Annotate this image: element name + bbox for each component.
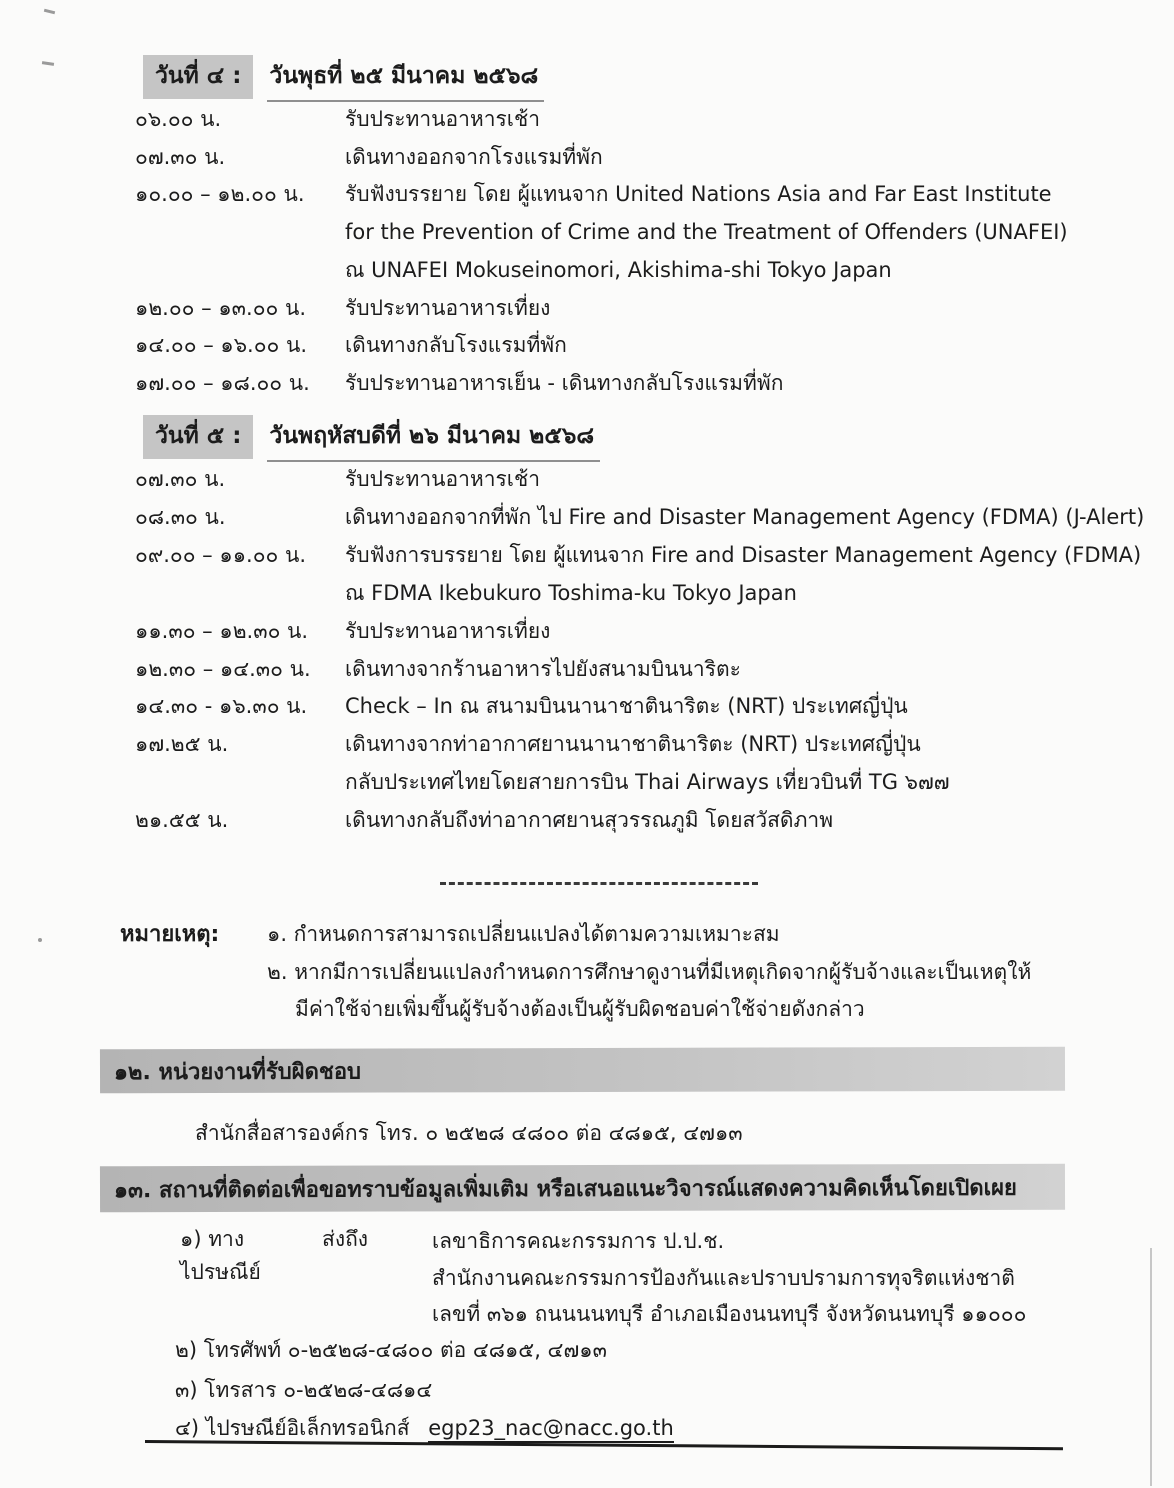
schedule-activity-line: รับประทานอาหารเช้า [345,107,541,131]
schedule-activity [345,290,1120,328]
contact-postal-address [432,1223,1080,1333]
schedule-activity [345,139,1120,177]
schedule-time: ๑๒.๐๐ – ๑๓.๐๐ น. [135,295,307,320]
contact-fax-item: ๓) โทรสาร ๐-๒๕๒๘-๔๘๑๔ [175,1378,433,1402]
schedule-row [135,499,1145,537]
schedule-activity-line: รับฟังบรรยาย โดย ผู้แทนจาก United Nations Asia and Far East Institute [345,182,1052,207]
section-13-title-bold: ความคิดเห็นโดยเปิดเผย [788,1175,1017,1201]
scan-mark [38,938,42,942]
section-13-header [100,1164,1065,1213]
section-12-body: สำนักสื่อสารองค์กร โทร. ๐ ๒๕๒๘ ๔๘๐๐ ต่อ ๔๘๑๕, ๔๗๑๓ [195,1121,743,1145]
day-5-label: วันที่ ๕ : [143,415,253,459]
schedule-activity [345,802,1145,840]
contact-postal-item [180,1223,1080,1333]
schedule-row [135,327,1120,365]
schedule-time: ๑๑.๓๐ – ๑๒.๓๐ น. [135,618,309,643]
schedule-activity-line: เดินทางออกจากโรงแรมที่พัก [345,144,603,169]
schedule-row [135,726,1145,802]
schedule-time: ๑๗.๐๐ – ๑๘.๐๐ น. [135,370,310,395]
schedule-activity [345,461,1145,499]
schedule-activity-line: รับประทานอาหารเช้า [345,467,541,491]
schedule-activity-line: รับประทานอาหารเย็น - เดินทางกลับโรงแรมที่พัก [345,370,784,395]
contact-postal-label: ๑) ทางไปรษณีย์ [180,1227,261,1284]
section-12-title: ๑๒. หน่วยงานที่รับผิด [113,1059,319,1085]
notes-items [267,916,1067,1029]
day-4-label: วันที่ ๔ : [143,55,253,99]
schedule-row [135,290,1120,328]
schedule-row [135,101,1120,139]
section-divider [440,882,758,885]
schedule-activity-line: Check – In ณ สนามบินนานาชาตินาริตะ (NRT) ประเทศญี่ปุ่น [345,694,908,719]
schedule-activity-line: กลับประเทศไทยโดยสายการบิน Thai Airways เที่ยวบินที่ TG ๖๗๗ [345,770,950,795]
schedule-time: ๐๖.๐๐ น. [135,107,222,131]
scan-mark [44,9,55,15]
day-5-schedule [135,461,1145,840]
schedule-activity-line: รับประทานอาหารเที่ยง [345,618,551,643]
schedule-activity [345,176,1120,289]
schedule-row [135,802,1145,840]
schedule-activity-line: เดินทางกลับโรงแรมที่พัก [345,333,567,358]
contact-address-line: สำนักงานคณะกรรมการป้องกันและปราบปรามการทุจริตแห่งชาติ [432,1265,1015,1290]
scan-edge-line [1150,1248,1152,1486]
note-item-continuation: มีค่าใช้จ่ายเพิ่มขึ้นผู้รับจ้างต้องเป็นผู้รับผิดชอบค่าใช้จ่ายดังกล่าว [295,997,865,1021]
day-4-date: วันพุธที่ ๒๕ มีนาคม ๒๕๖๘ [267,55,544,102]
schedule-time: ๑๗.๒๕ น. [135,732,229,757]
schedule-activity [345,365,1120,403]
schedule-time: ๑๐.๐๐ – ๑๒.๐๐ น. [135,182,305,207]
schedule-activity-line: เดินทางจากร้านอาหารไปยังสนามบินนาริตะ [345,656,741,681]
schedule-time: ๐๗.๓๐ น. [135,467,226,491]
schedule-time: ๑๔.๐๐ – ๑๖.๐๐ น. [135,333,308,358]
section-13-title: ๑๓. สถานที่ติดต่อเพื่อขอทราบข้อมูลเพิ่มเติม หรือเสนอแนะวิจารณ์แสดง [113,1175,789,1203]
schedule-activity-line: รับฟังการบรรยาย โดย ผู้แทนจาก Fire and Disaster Management Agency (FDMA) [345,542,1142,567]
schedule-time: ๑๒.๓๐ – ๑๔.๓๐ น. [135,656,311,681]
note-item: ๑. กำหนดการสามารถเปลี่ยนแปลงได้ตามความเหมาะสม [267,922,780,946]
section-12-header [100,1047,1065,1094]
schedule-activity [345,688,1145,726]
schedule-time: ๐๗.๓๐ น. [135,144,226,169]
schedule-row [135,461,1145,499]
day-4-header [143,55,544,102]
schedule-activity [345,726,1145,802]
schedule-activity [345,613,1145,651]
section-12-title-bold: ชอบ [318,1059,362,1085]
schedule-time: ๐๙.๐๐ – ๑๑.๐๐ น. [135,542,307,567]
day-5-header [143,415,600,462]
schedule-row [135,537,1145,613]
note-item: ๒. หากมีการเปลี่ยนแปลงกำหนดการศึกษาดูงานที่มีเหตุเกิดจากผู้รับจ้างและเป็นเหตุให้ [267,959,1032,984]
schedule-activity-line: ณ FDMA Ikebukuro Toshima-ku Tokyo Japan [345,580,797,605]
schedule-activity-line: เดินทางกลับถึงท่าอากาศยานสุวรรณภูมิ โดยสวัสดิภาพ [345,808,834,833]
schedule-activity-line: ณ UNAFEI Mokuseinomori, Akishima-shi Tokyo Japan [345,257,892,282]
schedule-time: ๒๑.๕๕ น. [135,808,229,833]
scan-mark [42,61,54,66]
contact-phone-item: ๒) โทรศัพท์ ๐-๒๕๒๘-๔๘๐๐ ต่อ ๔๘๑๕, ๔๗๑๓ [175,1338,607,1362]
schedule-row [135,176,1120,289]
schedule-activity [345,651,1145,689]
contact-email-label: ๔) ไปรษณีย์อิเล็กทรอนิกส์ [175,1416,410,1440]
schedule-time: ๐๘.๓๐ น. [135,504,226,529]
schedule-activity [345,537,1145,613]
schedule-activity [345,499,1145,537]
schedule-row [135,613,1145,651]
contact-address-line: เลขที่ ๓๖๑ ถนนนนทบุรี อำเภอเมืองนนทบุรี จังหวัดนนทบุรี ๑๑๐๐๐ [432,1302,1027,1326]
schedule-row [135,139,1120,177]
notes-label: หมายเหตุ: [120,922,220,947]
schedule-activity [345,101,1120,139]
day-4-schedule [135,101,1120,403]
contact-address-line: เลขาธิการคณะกรรมการ ป.ป.ช. [432,1229,725,1253]
schedule-row [135,651,1145,689]
schedule-row [135,365,1120,403]
schedule-activity-line: เดินทางจากท่าอากาศยานนานาชาตินาริตะ (NRT) ประเทศญี่ปุ่น [345,732,921,757]
schedule-activity-line: for the Prevention of Crime and the Treatment of Offenders (UNAFEI) [345,220,1068,245]
day-5-date: วันพฤหัสบดีที่ ๒๖ มีนาคม ๒๕๖๘ [267,415,600,462]
schedule-time: ๑๔.๓๐ - ๑๖.๓๐ น. [135,694,308,719]
contact-email-address: egp23_nac@nacc.go.th [428,1416,674,1443]
schedule-activity-line: รับประทานอาหารเที่ยง [345,295,551,320]
schedule-activity-line: เดินทางออกจากที่พัก ไป Fire and Disaster Management Agency (FDMA) (J-Alert) [345,504,1145,529]
schedule-row [135,688,1145,726]
schedule-activity [345,327,1120,365]
contact-postal-sendto: ส่งถึง [322,1227,369,1251]
